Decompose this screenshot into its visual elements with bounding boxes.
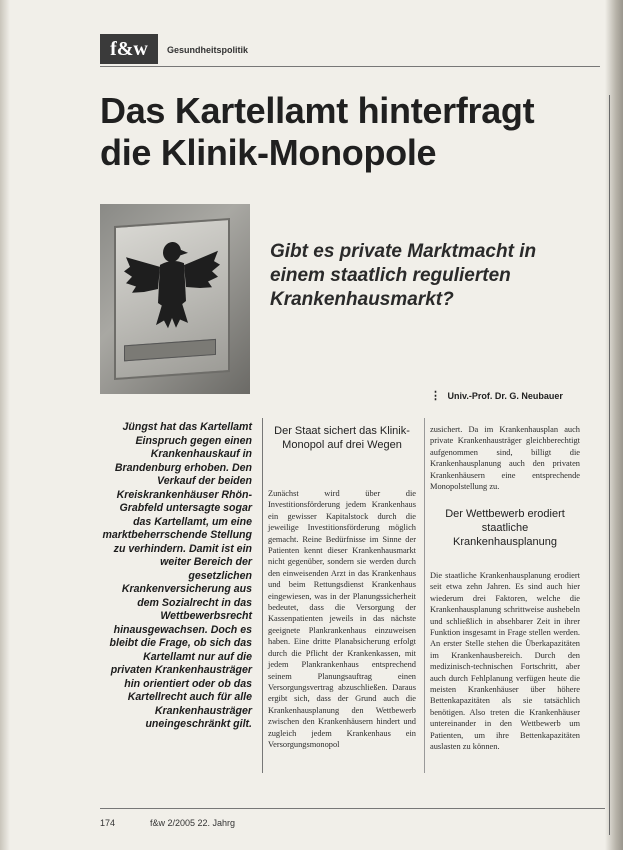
column-divider-1 xyxy=(262,418,263,773)
header-divider xyxy=(100,66,600,67)
column3-body-bottom xyxy=(430,570,580,753)
column3-text-bottom: Die staatliche Krankenhausplanung erodiert seit etwa zehn Jahren. Es sind auch hier wiederum drei Faktoren, welche die Krankenhausplanung schrittweise aushebeln und schließlich in absehbarer Zeit in ihrer Funktion insgesamt in Frage stellen werden. An erster Stelle stehen die Überkapazitäten im Krankenhausbereich. Durch den medizinisch-technischen Fortschritt, aber auch durch Fehlplanung verfügen heute die meisten Krankenhäuser über höhere Bettenkapazitäten als sie tatsächlich benötigen. Also treten die Krankenhäuser untereinander in den Wettbewerb um Patienten, um ihre Bettenkapazitäten auslasten zu können. xyxy=(430,571,580,752)
byline-marker-icon: ⋮ xyxy=(430,390,441,402)
footer-divider xyxy=(100,808,605,809)
photo-sign-plate xyxy=(114,218,230,380)
column2-heading: Der Staat sichert das Klinik-Monopol auf drei Wegen xyxy=(274,425,410,451)
article-headline xyxy=(100,90,605,174)
column2-body xyxy=(268,488,416,750)
page-number: 174 xyxy=(100,818,116,828)
article-photo-eagle-sign xyxy=(100,204,250,394)
headline-line-1: Das Kartellamt hinterfragt xyxy=(100,90,535,131)
article-lead xyxy=(100,421,252,732)
federal-eagle-icon xyxy=(116,220,228,348)
section-label: Gesundheitspolitik xyxy=(167,45,249,55)
journal-logo: f&w xyxy=(100,34,158,64)
headline-line-2: die Klinik-Monopole xyxy=(100,132,437,173)
journal-issue: f&w 2/2005 22. Jahrg xyxy=(150,818,236,828)
column-divider-2 xyxy=(424,418,425,773)
author-byline xyxy=(430,389,563,402)
page-edge-shadow xyxy=(605,0,623,850)
article-subheadline: Gibt es private Marktmacht in einem staatlich regulierten Krankenhausmarkt? xyxy=(270,241,537,310)
column3-heading: Der Wettbewerb erodiert staatliche Krankenhausplanung xyxy=(445,508,565,548)
column3-body-top xyxy=(430,424,580,492)
page-gutter-shadow xyxy=(0,0,10,850)
author-name: Univ.-Prof. Dr. G. Neubauer xyxy=(447,391,563,401)
column2-text: Zunächst wird über die Investitionsförderung jedem Krankenhaus ein gewisser Kapitalstock durch die jeweilige Investitionsförderung möglich gemacht. Reine Bedürfnisse im Sinne der Patienten kennt dieser Krankenhausmarkt nicht gegenüber, sondern sie werden durch den einweisenden Arzt in das Krankenhaus und beim Rettungsdienst Krankenhaus eingewiesen, was in der Planungssicherheit bedeutet, dass die Versorgung der Kassenpatienten jeweils in das nächste geeignete Plankrankenhaus einzuweisen haben. Eine dritte Planabsicherung erfolgt durch die Pflicht der Krankenkassen, mit jedem Plankrankenhaus entsprechend seinem Planungsauftrag einen Versorgungsvertrag abzuschließen. Daraus ergibt sich, dass der Grund auch die Krankenhausplanung den Wettbewerb zwischen den Krankenhäusern hindert und zugleich jedem Krankenhaus ein Versorgungsmonopol xyxy=(268,489,416,749)
lead-text: Jüngst hat das Kartellamt Einspruch gegen einen Krankenhauskauf in Brandenburg erhoben. Den Verkauf der beiden Kreiskrankenhäuser Rhön-Grabfeld untersagte sogar das Kartellamt, um eine marktbeherrschende Stellung zu verhindern. Damit ist ein weiter Bereich der gesetzlichen Krankenversicherung aus dem Sozialrecht in das Wettbewerbsrecht hinausgewachsen. Doch es bleibt die Frage, ob sich das Kartellamt nur auf die privaten Krankenhausträger hin orientiert oder ob das Kartellrecht auch für alle Krankenhausträger uneingeschränkt gilt. xyxy=(102,421,252,730)
page-margin-rule xyxy=(609,95,610,835)
column3-text-top: zusichert. Da im Krankenhausplan auch private Krankenhausträger gleichberechtigt aufgenommen sind, billigt die Krankenhausplanung auch den privaten Krankenhäusern eine entsprechende Monopolstellung zu. xyxy=(430,425,580,492)
